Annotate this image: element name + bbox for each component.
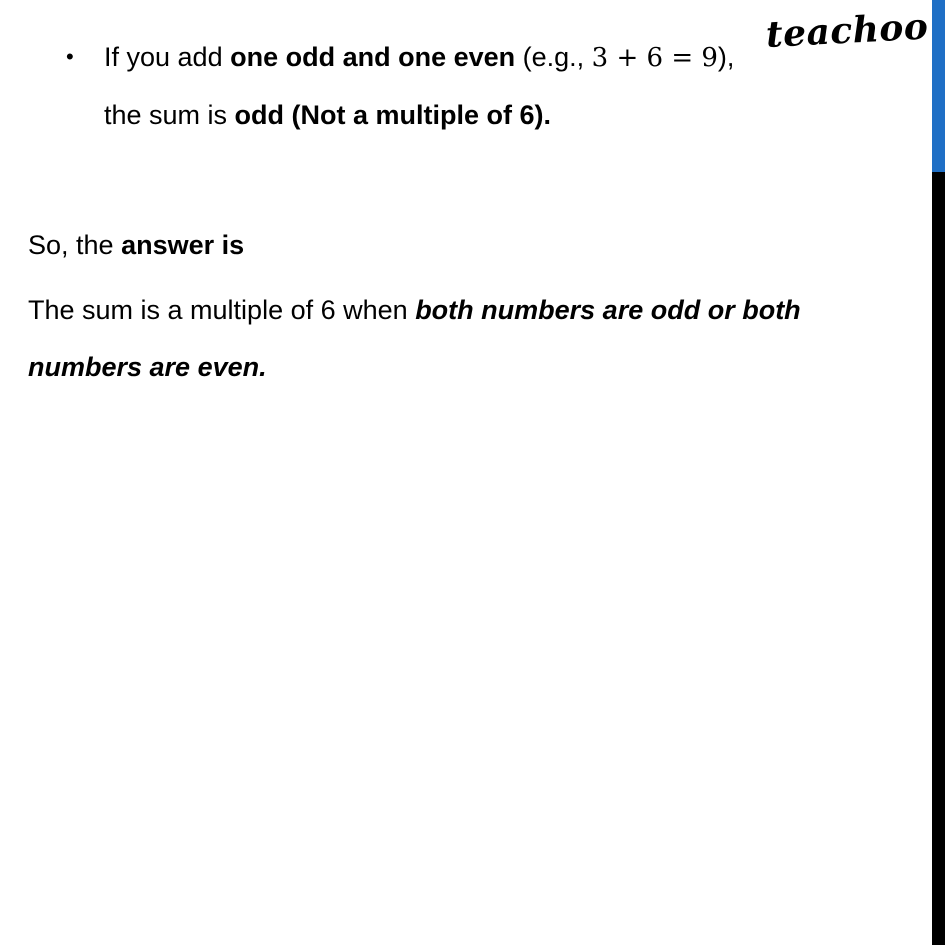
bullet-line-1 [104, 40, 734, 75]
bullet-line-2 [104, 98, 551, 132]
bullet-paren-open: (e.g., [515, 42, 592, 72]
answer-emphasis-1: both numbers are odd or both [415, 295, 801, 325]
math-expression: 3 + 6 = 9 [591, 43, 718, 73]
answer-emphasis-2: numbers are even. [28, 352, 267, 382]
side-bar-dark [932, 172, 945, 945]
bullet-line2-prefix: the sum is [104, 100, 235, 130]
answer-statement-line-1 [28, 293, 801, 327]
side-bar-accent [932, 0, 945, 172]
answer-statement-prefix: The sum is a multiple of 6 when [28, 295, 416, 325]
bullet-paren-close: ), [717, 42, 735, 72]
answer-statement-line-2 [28, 350, 267, 384]
bullet-bold-phrase: one odd and one even [230, 42, 516, 72]
answer-intro [28, 228, 244, 262]
answer-intro-bold: answer is [121, 230, 245, 260]
answer-intro-prefix: So, the [28, 230, 122, 260]
bullet-prefix: If you add [104, 42, 231, 72]
teachoo-logo: teachoo [764, 5, 930, 56]
slide-side-bar [932, 0, 945, 945]
bullet-marker: • [66, 44, 74, 69]
bullet-line2-bold: odd (Not a multiple of 6). [234, 100, 552, 130]
